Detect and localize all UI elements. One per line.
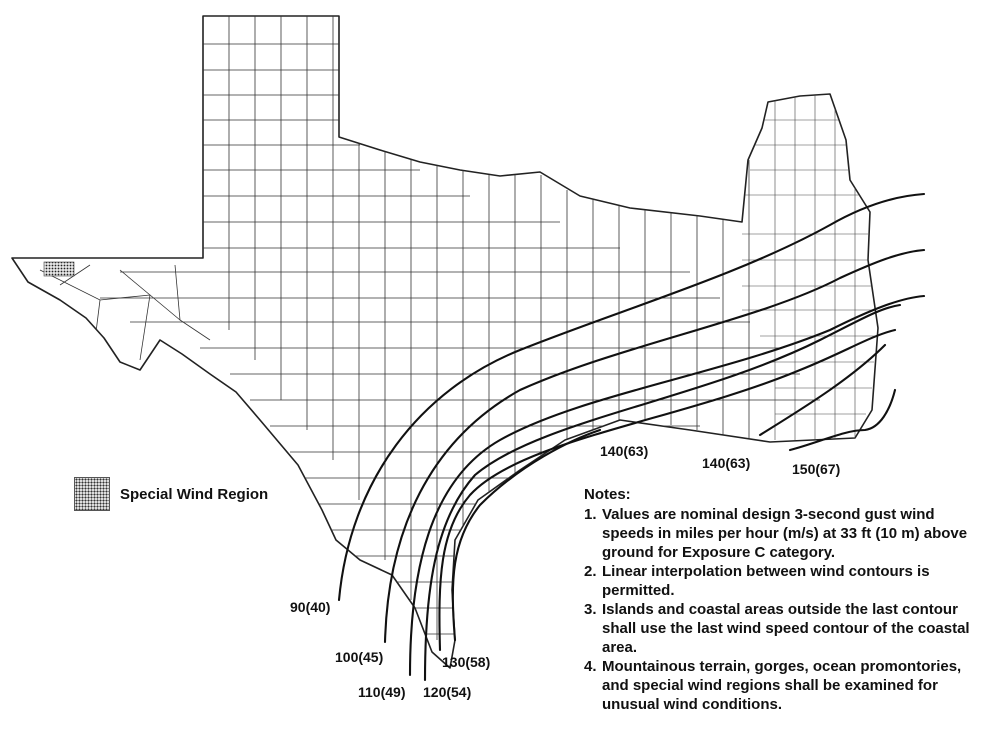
legend-label: Special Wind Region xyxy=(120,485,269,503)
notes xyxy=(584,485,976,714)
contour-label-150: 150(67) xyxy=(792,461,841,477)
note-text: Mountainous terrain, gorges, ocean promontories, and special wind regions shall be examined for unusual wind conditions. xyxy=(602,658,962,713)
contour-label-100: 100(45) xyxy=(335,649,384,665)
note-text: Linear interpolation between wind contours is permitted. xyxy=(602,563,930,599)
contour-label-120: 120(54) xyxy=(423,684,472,700)
legend xyxy=(74,477,268,511)
contour-label-130: 130(58) xyxy=(442,654,491,670)
note-number: 4. xyxy=(584,658,597,675)
contour-label-140-west: 140(63) xyxy=(600,443,649,459)
contour-label-90: 90(40) xyxy=(290,599,331,615)
note-text: Islands and coastal areas outside the last contour shall use the last wind speed contour of the coastal area. xyxy=(602,601,970,656)
note-number: 2. xyxy=(584,563,597,580)
note-text: Values are nominal design 3-second gust wind speeds in miles per hour (m/s) at 33 ft (10 m) above ground for Exposure C category. xyxy=(602,506,968,561)
contour-label-140-east: 140(63) xyxy=(702,455,751,471)
notes-title: Notes: xyxy=(584,486,631,503)
special-wind-region-area xyxy=(44,262,74,276)
contour-label-110: 110(49) xyxy=(358,684,406,700)
note-item xyxy=(584,657,976,714)
note-number: 1. xyxy=(584,506,597,523)
note-item xyxy=(584,562,976,600)
note-item xyxy=(584,505,976,562)
note-item xyxy=(584,600,976,657)
note-number: 3. xyxy=(584,601,597,618)
special-wind-region-swatch xyxy=(74,477,110,511)
